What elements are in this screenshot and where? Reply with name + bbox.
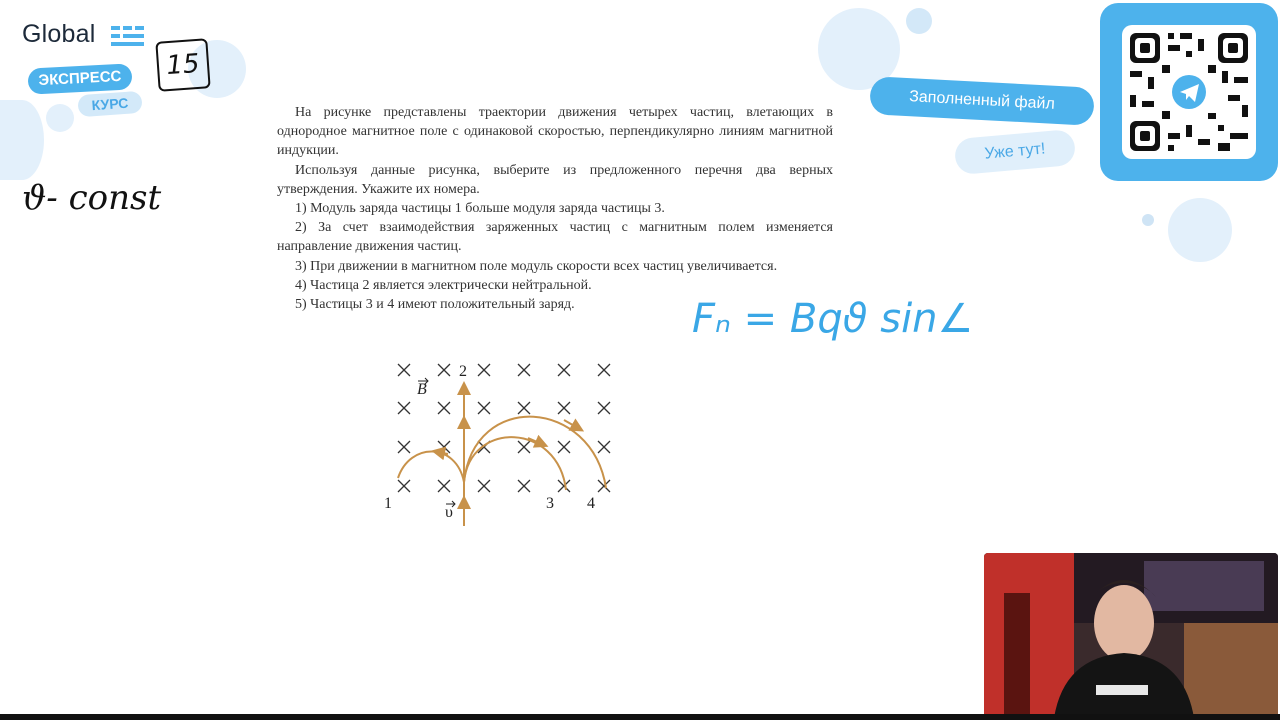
field-crosses bbox=[398, 364, 610, 492]
qr-code bbox=[1122, 25, 1256, 159]
task-number: 15 bbox=[155, 38, 210, 92]
promo-filled-file-button[interactable]: Заполненный файл bbox=[869, 76, 1095, 126]
answer-option: 1) Модуль заряда частицы 1 больше модуля заряда частицы 3. bbox=[295, 201, 665, 217]
problem-paragraph: Используя данные рисунка, выберите из предложенного перечня два верных утверждения. Укажите их номера. bbox=[277, 162, 833, 197]
handwritten-note: ϑ- const bbox=[22, 178, 162, 218]
magnetic-field-figure bbox=[378, 350, 628, 530]
problem-text bbox=[277, 103, 833, 314]
decor-bubble bbox=[46, 104, 74, 132]
badge-course: КУРС bbox=[77, 91, 142, 117]
label-field-b: B bbox=[417, 381, 427, 398]
trajectories bbox=[398, 386, 606, 526]
problem-paragraph: На рисунке представлены траектории движения четырех частиц, влетающих в однородное магнитное поле с одинаковой скоростью, перпендикулярно линиям магнитной индукции. bbox=[277, 105, 833, 159]
brand-name: Global bbox=[22, 20, 96, 48]
answer-option: 5) Частицы 3 и 4 имеют положительный заряд. bbox=[295, 297, 575, 313]
label-velocity: υ bbox=[445, 504, 453, 521]
decor-bubble bbox=[0, 100, 44, 180]
promo-already-here-badge: Уже тут! bbox=[954, 129, 1077, 175]
decor-bubble bbox=[906, 8, 932, 34]
qr-pattern bbox=[1122, 25, 1256, 159]
decor-bubble bbox=[1168, 198, 1232, 262]
label-particle-3: 3 bbox=[546, 495, 554, 512]
trajectory-1-arrow bbox=[438, 452, 448, 454]
trajectory-4 bbox=[464, 417, 606, 488]
label-particle-1: 1 bbox=[384, 495, 392, 512]
answer-option: 3) При движении в магнитном поле модуль скорости всех частиц увеличивается. bbox=[295, 258, 778, 274]
decor-bubble bbox=[1142, 214, 1154, 226]
label-particle-4: 4 bbox=[587, 495, 595, 512]
answer-option: 4) Частица 2 является электрически нейтральной. bbox=[295, 277, 592, 293]
brand-logo bbox=[22, 20, 95, 49]
bottom-border bbox=[0, 714, 1280, 720]
badge-express: ЭКСПРЕСС bbox=[27, 63, 132, 94]
answer-option: 2) За счет взаимодействия заряженных частиц с магнитным полем изменяется направление движения частиц. bbox=[277, 220, 833, 255]
trajectory-1 bbox=[398, 451, 464, 482]
qr-code-card[interactable] bbox=[1100, 3, 1278, 181]
handwritten-formula: Fₙ = Bqϑ sin∠ bbox=[692, 296, 974, 342]
label-particle-2: 2 bbox=[459, 363, 467, 380]
presenter-video-frame bbox=[984, 553, 1278, 718]
webcam-video bbox=[984, 553, 1278, 718]
brand-bars-icon bbox=[111, 25, 145, 47]
